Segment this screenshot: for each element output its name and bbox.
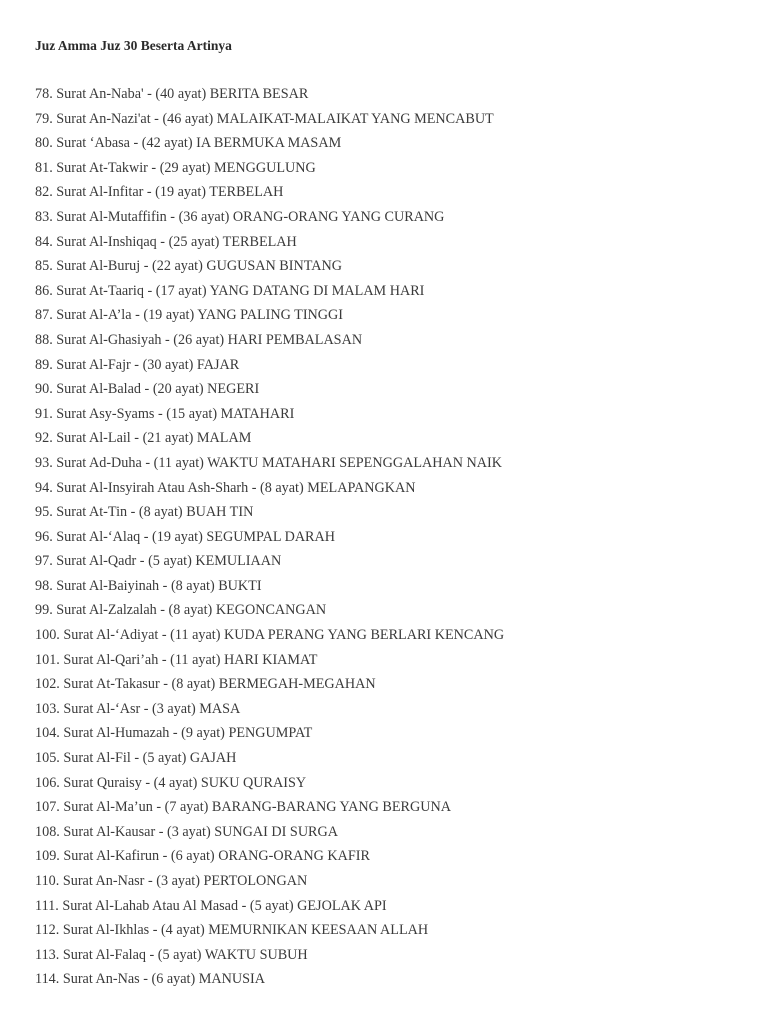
surah-list-item: 88. Surat Al-Ghasiyah - (26 ayat) HARI PEMBALASAN (35, 331, 363, 348)
surah-list-item: 87. Surat Al-A’la - (19 ayat) YANG PALING TINGGI (35, 307, 344, 324)
surah-list-item: 89. Surat Al-Fajr - (30 ayat) FAJAR (35, 356, 240, 373)
surah-list-item: 113. Surat Al-Falaq - (5 ayat) WAKTU SUBUH (35, 946, 308, 963)
surah-list-item: 97. Surat Al-Qadr - (5 ayat) KEMULIAAN (35, 553, 282, 570)
surah-list-item: 101. Surat Al-Qari’ah - (11 ayat) HARI KIAMAT (35, 651, 318, 668)
surah-list-item: 93. Surat Ad-Duha - (11 ayat) WAKTU MATAHARI SEPENGGALAHAN NAIK (35, 454, 502, 471)
surah-list-item: 99. Surat Al-Zalzalah - (8 ayat) KEGONCANGAN (35, 602, 327, 619)
surah-list-item: 98. Surat Al-Baiyinah - (8 ayat) BUKTI (35, 577, 262, 594)
surah-list-item: 86. Surat At-Taariq - (17 ayat) YANG DATANG DI MALAM HARI (35, 282, 425, 299)
surah-list-item: 84. Surat Al-Inshiqaq - (25 ayat) TERBELAH (35, 233, 297, 250)
surah-list-item: 80. Surat ‘Abasa - (42 ayat) IA BERMUKA MASAM (35, 135, 342, 152)
surah-list-item: 106. Surat Quraisy - (4 ayat) SUKU QURAISY (35, 774, 307, 791)
surah-list-item: 109. Surat Al-Kafirun - (6 ayat) ORANG-ORANG KAFIR (35, 848, 370, 865)
surah-list-item: 107. Surat Al-Ma’un - (7 ayat) BARANG-BARANG YANG BERGUNA (35, 799, 452, 816)
surah-list-item: 105. Surat Al-Fil - (5 ayat) GAJAH (35, 750, 237, 767)
surah-list-item: 90. Surat Al-Balad - (20 ayat) NEGERI (35, 381, 260, 398)
surah-list-item: 104. Surat Al-Humazah - (9 ayat) PENGUMPAT (35, 725, 313, 742)
surah-list-item: 103. Surat Al-‘Asr - (3 ayat) MASA (35, 700, 241, 717)
surah-list-item: 100. Surat Al-‘Adiyat - (11 ayat) KUDA PERANG YANG BERLARI KENCANG (35, 627, 505, 644)
document-title: Juz Amma Juz 30 Beserta Artinya (35, 38, 232, 53)
surah-list-item: 102. Surat At-Takasur - (8 ayat) BERMEGAH-MEGAHAN (35, 676, 376, 693)
document-page (35, 36, 748, 988)
surah-list-item: 95. Surat At-Tin - (8 ayat) BUAH TIN (35, 504, 254, 521)
surah-list-item: 81. Surat At-Takwir - (29 ayat) MENGGULUNG (35, 159, 316, 176)
surah-list-item: 82. Surat Al-Infitar - (19 ayat) TERBELAH (35, 184, 284, 201)
surah-list-item: 85. Surat Al-Buruj - (22 ayat) GUGUSAN BINTANG (35, 258, 343, 275)
surah-list-item: 114. Surat An-Nas - (6 ayat) MANUSIA (35, 971, 265, 988)
surah-list-item: 108. Surat Al-Kausar - (3 ayat) SUNGAI DI SURGA (35, 823, 339, 840)
surah-list-item: 92. Surat Al-Lail - (21 ayat) MALAM (35, 430, 252, 447)
surah-list-item: 83. Surat Al-Mutaffifin - (36 ayat) ORANG-ORANG YANG CURANG (35, 208, 445, 225)
surah-list-item: 94. Surat Al-Insyirah Atau Ash-Sharh - (8 ayat) MELAPANGKAN (35, 479, 416, 496)
surah-list-item: 110. Surat An-Nasr - (3 ayat) PERTOLONGAN (35, 873, 308, 889)
surah-list-item: 79. Surat An-Nazi'at - (46 ayat) MALAIKAT-MALAIKAT YANG MENCABUT (35, 110, 494, 127)
surah-list-item: 96. Surat Al-‘Alaq - (19 ayat) SEGUMPAL DARAH (35, 528, 336, 545)
surah-list-item: 78. Surat An-Naba' - (40 ayat) BERITA BESAR (35, 86, 309, 102)
surah-list-item: 111. Surat Al-Lahab Atau Al Masad - (5 ayat) GEJOLAK API (35, 897, 387, 914)
surah-list-item: 112. Surat Al-Ikhlas - (4 ayat) MEMURNIKAN KEESAAN ALLAH (35, 922, 429, 939)
surah-list (35, 82, 504, 992)
surah-list-item: 91. Surat Asy-Syams - (15 ayat) MATAHARI (35, 405, 295, 422)
